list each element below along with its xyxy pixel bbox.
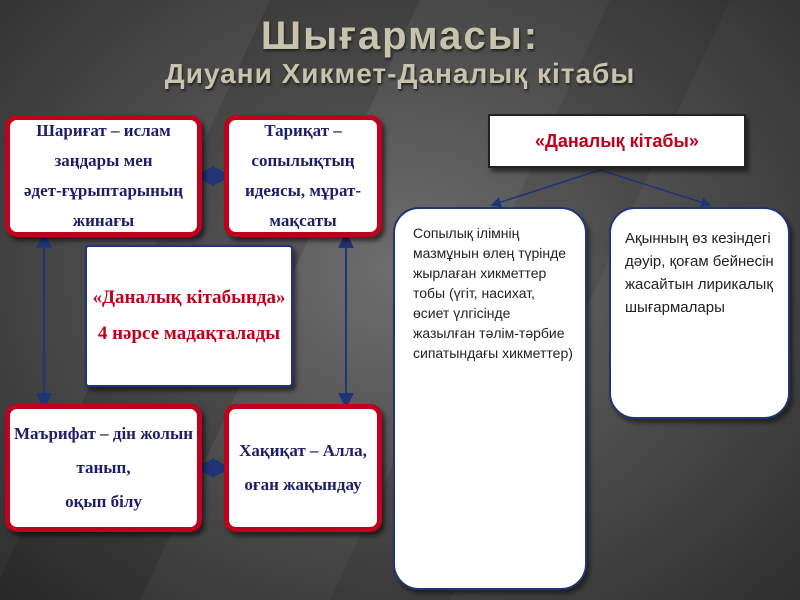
center-scroll-box: «Даналық кітабында» 4 нәрсе мадақталады xyxy=(85,245,293,387)
branch-box-sufi-hikmets: Сопылық ілімнің мазмұнын өлең түрінде жырлаған хикметтер тобы (үгіт, насихат, өсиет үлгісінде жазылған тәлім-тәрбие сипатындағы хикметтер) xyxy=(393,207,587,590)
slide-subtitle: Диуани Хикмет-Даналық кітабы xyxy=(164,58,636,89)
slide-title: Шығармасы: xyxy=(260,14,540,58)
concept-box-haqiqat: Хақиқат – Алла, оған жақындау xyxy=(224,404,382,532)
branch-box-lyrical-works: Ақынның өз кезіндегі дәуір, қоғам бейнесін жасайтын лирикалық шығармалары xyxy=(609,207,790,419)
concept-box-marifat: Маърифат – дін жолын танып, оқып білу xyxy=(5,404,202,532)
branch-line-right xyxy=(600,170,710,205)
concept-box-shariat: Шариғат – ислам заңдары мен әдет-ғұрыптарының жинағы xyxy=(5,115,202,237)
concept-box-tariqat: Тариқат – сопылықтың идеясы, мұрат-мақсаты xyxy=(224,115,382,237)
branch-line-left xyxy=(492,170,600,205)
root-node-box: «Даналық кітабы» xyxy=(488,114,746,168)
